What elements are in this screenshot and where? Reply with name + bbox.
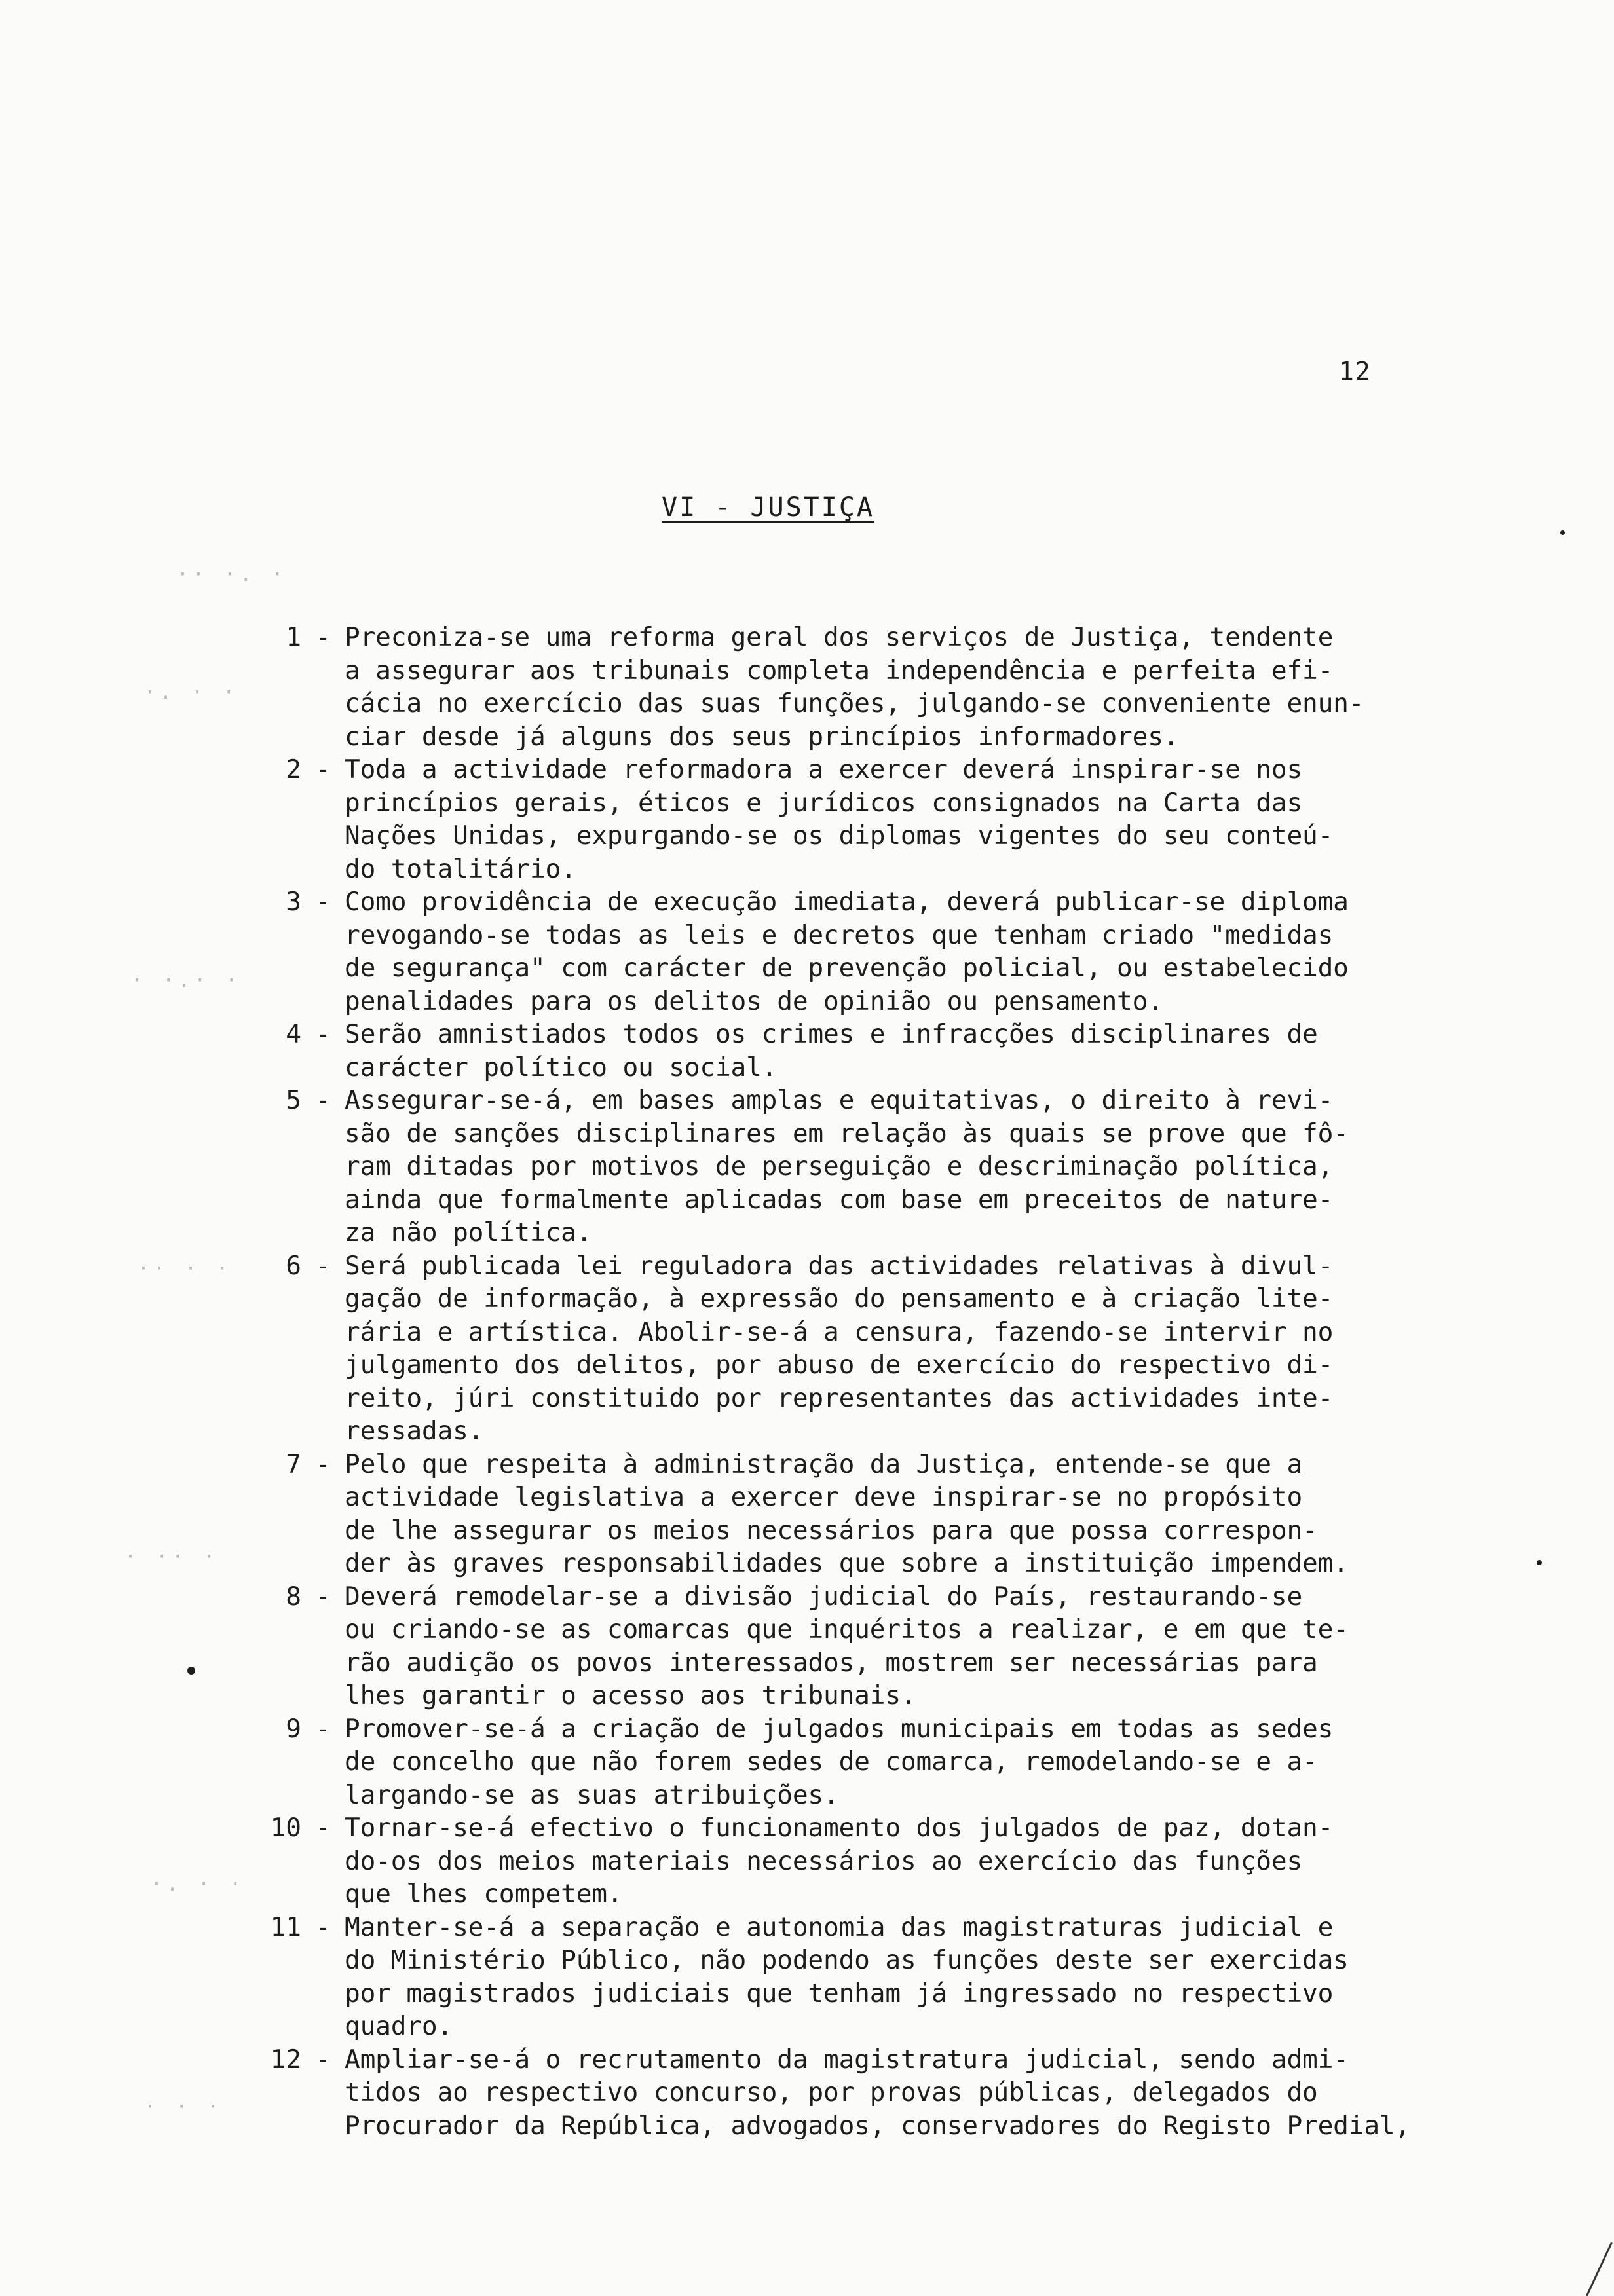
- item-number: 6: [286, 1250, 301, 1281]
- item-number: 3: [286, 887, 301, 917]
- item-dash: -: [315, 1250, 331, 1281]
- item-text-line: do totalitário.: [345, 853, 576, 884]
- item-text-line: a assegurar aos tribunais completa independência e perfeita efi-: [345, 655, 1334, 686]
- item-text: [345, 1250, 1493, 1448]
- item-text: [345, 1811, 1493, 1911]
- list-item: [236, 1448, 1493, 1580]
- item-text: [345, 1713, 1493, 1812]
- margin-smudge: · ·· ·: [124, 1546, 219, 1568]
- item-text-line: de concelho que não forem sedes de comarca, remodelando-se e a-: [345, 1747, 1318, 1777]
- item-dash: -: [315, 1813, 331, 1843]
- item-text: [345, 1448, 1493, 1580]
- item-dash: -: [315, 887, 331, 917]
- item-text-line: rária e artística. Abolir-se-á a censura, fazendo-se intervir no: [345, 1316, 1334, 1347]
- list-item: [236, 753, 1493, 885]
- item-text-line: de lhe assegurar os meios necessários para que possa correspon-: [345, 1515, 1318, 1546]
- list-item: [236, 621, 1493, 753]
- item-dash: -: [315, 1019, 331, 1049]
- item-dash: -: [315, 1713, 331, 1744]
- margin-smudge: ·. · ·: [144, 681, 239, 704]
- item-text-line: revogando-se todas as leis e decretos que tenham criado "medidas: [345, 919, 1334, 950]
- list-item: [236, 1811, 1493, 1911]
- item-number: 10: [270, 1813, 301, 1843]
- list-item: [236, 885, 1493, 1018]
- item-number: 7: [286, 1449, 301, 1479]
- item-text-line: do Ministério Público, não podendo as funções deste ser exercidas: [345, 1945, 1349, 1975]
- item-text-line: carácter político ou social.: [345, 1052, 778, 1083]
- ink-speck: [1560, 530, 1565, 535]
- item-number: 12: [270, 2044, 301, 2075]
- item-text-line: Preconiza-se uma reforma geral dos serviços de Justiça, tendente: [345, 622, 1334, 652]
- list-item: [236, 2043, 1493, 2143]
- item-text: [345, 1911, 1493, 2043]
- item-text-line: gação de informação, à expressão do pensamento e à criação lite-: [345, 1284, 1334, 1314]
- list-item: [236, 1018, 1493, 1084]
- item-number: 4: [286, 1019, 301, 1049]
- item-text-line: ram ditadas por motivos de perseguição e descriminação política,: [345, 1151, 1334, 1181]
- item-text-line: penalidades para os delitos de opinião ou pensamento.: [345, 986, 1163, 1016]
- item-dash: -: [315, 1085, 331, 1115]
- item-text: [345, 753, 1493, 885]
- list-item: [236, 1580, 1493, 1713]
- item-text-line: ainda que formalmente aplicadas com base em preceitos de nature-: [345, 1184, 1334, 1215]
- item-text: [345, 621, 1493, 753]
- item-text-line: lhes garantir o acesso aos tribunais.: [345, 1680, 916, 1711]
- item-text: [345, 1580, 1493, 1713]
- item-text-line: Tornar-se-á efectivo o funcionamento dos julgados de paz, dotan-: [345, 1813, 1334, 1843]
- ink-speck: [187, 1667, 195, 1675]
- item-text-line: Manter-se-á a separação e autonomia das magistraturas judicial e: [345, 1912, 1334, 1942]
- item-text-line: tidos ao respectivo concurso, por provas públicas, delegados do: [345, 2077, 1318, 2107]
- item-text-line: cácia no exercício das suas funções, julgando-se conveniente enun-: [345, 688, 1364, 718]
- item-dash: -: [315, 622, 331, 652]
- list-item: [236, 1713, 1493, 1812]
- item-dash: -: [315, 2044, 331, 2075]
- item-number: 2: [286, 754, 301, 785]
- item-text-line: Pelo que respeita à administração da Justiça, entende-se que a: [345, 1449, 1303, 1479]
- item-dash: -: [315, 1449, 331, 1479]
- item-text-line: ressadas.: [345, 1416, 484, 1446]
- item-text: [345, 885, 1493, 1018]
- item-text-line: ou criando-se as comarcas que inquéritos a realizar, e em que te-: [345, 1614, 1349, 1644]
- item-text-line: Promover-se-á a criação de julgados municipais em todas as sedes: [345, 1713, 1334, 1744]
- item-number: 9: [286, 1713, 301, 1744]
- item-text-line: Deverá remodelar-se a divisão judicial do País, restaurando-se: [345, 1581, 1303, 1612]
- list-item: [236, 1250, 1493, 1448]
- item-text: [345, 2043, 1493, 2143]
- item-text-line: Procurador da República, advogados, conservadores do Registo Predial,: [345, 2110, 1411, 2141]
- item-dash: -: [315, 754, 331, 785]
- item-text-line: julgamento dos delitos, por abuso de exercício do respectivo di-: [345, 1350, 1334, 1380]
- item-text-line: Será publicada lei reguladora das actividades relativas à divul-: [345, 1250, 1334, 1281]
- item-text-line: Como providência de execução imediata, deverá publicar-se diploma: [345, 887, 1349, 917]
- item-text: [345, 1084, 1493, 1250]
- ink-speck: [1537, 1560, 1542, 1565]
- item-text-line: reito, júri constituido por representantes das actividades inte-: [345, 1382, 1334, 1413]
- item-dash: -: [315, 1581, 331, 1612]
- item-text-line: za não política.: [345, 1217, 592, 1248]
- item-text-line: der às graves responsabilidades que sobre a instituição impendem.: [345, 1548, 1349, 1578]
- item-text-line: ciar desde já alguns dos seus princípios informadores.: [345, 721, 1179, 752]
- item-text: [345, 1018, 1493, 1084]
- item-text-line: Toda a actividade reformadora a exercer deverá inspirar-se nos: [345, 754, 1303, 785]
- page-number: 12: [1339, 357, 1372, 386]
- margin-smudge: · ·.· ·: [131, 969, 242, 992]
- margin-smudge: ·· ·. ·: [177, 563, 288, 586]
- section-title: VI - JUSTIÇA: [662, 492, 874, 523]
- item-text-line: Nações Unidas, expurgando-se os diplomas vigentes do seu conteú-: [345, 821, 1334, 851]
- list-item: [236, 1911, 1493, 2043]
- item-text-line: actividade legislativa a exercer deve inspirar-se no propósito: [345, 1482, 1303, 1512]
- item-number: 1: [286, 622, 301, 652]
- margin-smudge: ·· · ·: [138, 1257, 233, 1280]
- item-number: 8: [286, 1581, 301, 1612]
- margin-smudge: ·. · ·: [151, 1873, 246, 1896]
- item-text-line: rão audição os povos interessados, mostrem ser necessárias para: [345, 1647, 1318, 1678]
- item-list: [236, 621, 1493, 2142]
- item-text-line: por magistrados judiciais que tenham já ingressado no respectivo: [345, 1978, 1334, 2009]
- item-text-line: são de sanções disciplinares em relação às quais se prove que fô-: [345, 1118, 1349, 1149]
- item-text-line: Assegurar-se-á, em bases amplas e equitativas, o direito à revi-: [345, 1085, 1334, 1115]
- item-dash: -: [315, 1912, 331, 1942]
- item-text-line: de segurança" com carácter de prevenção policial, ou estabelecido: [345, 953, 1349, 983]
- item-text-line: largando-se as suas atribuições.: [345, 1779, 839, 1810]
- margin-smudge: · · ·: [144, 2096, 223, 2119]
- corner-mark: [1586, 2242, 1613, 2296]
- item-number: 5: [286, 1085, 301, 1115]
- item-text-line: princípios gerais, éticos e jurídicos consignados na Carta das: [345, 787, 1303, 818]
- item-text-line: que lhes competem.: [345, 1879, 623, 1909]
- item-text-line: do-os dos meios materiais necessários ao exercício das funções: [345, 1845, 1303, 1876]
- item-number: 11: [270, 1912, 301, 1942]
- list-item: [236, 1084, 1493, 1250]
- item-text-line: quadro.: [345, 2011, 453, 2041]
- item-text-line: Serão amnistiados todos os crimes e infracções disciplinares de: [345, 1019, 1318, 1049]
- item-text-line: Ampliar-se-á o recrutamento da magistratura judicial, sendo admi-: [345, 2044, 1349, 2075]
